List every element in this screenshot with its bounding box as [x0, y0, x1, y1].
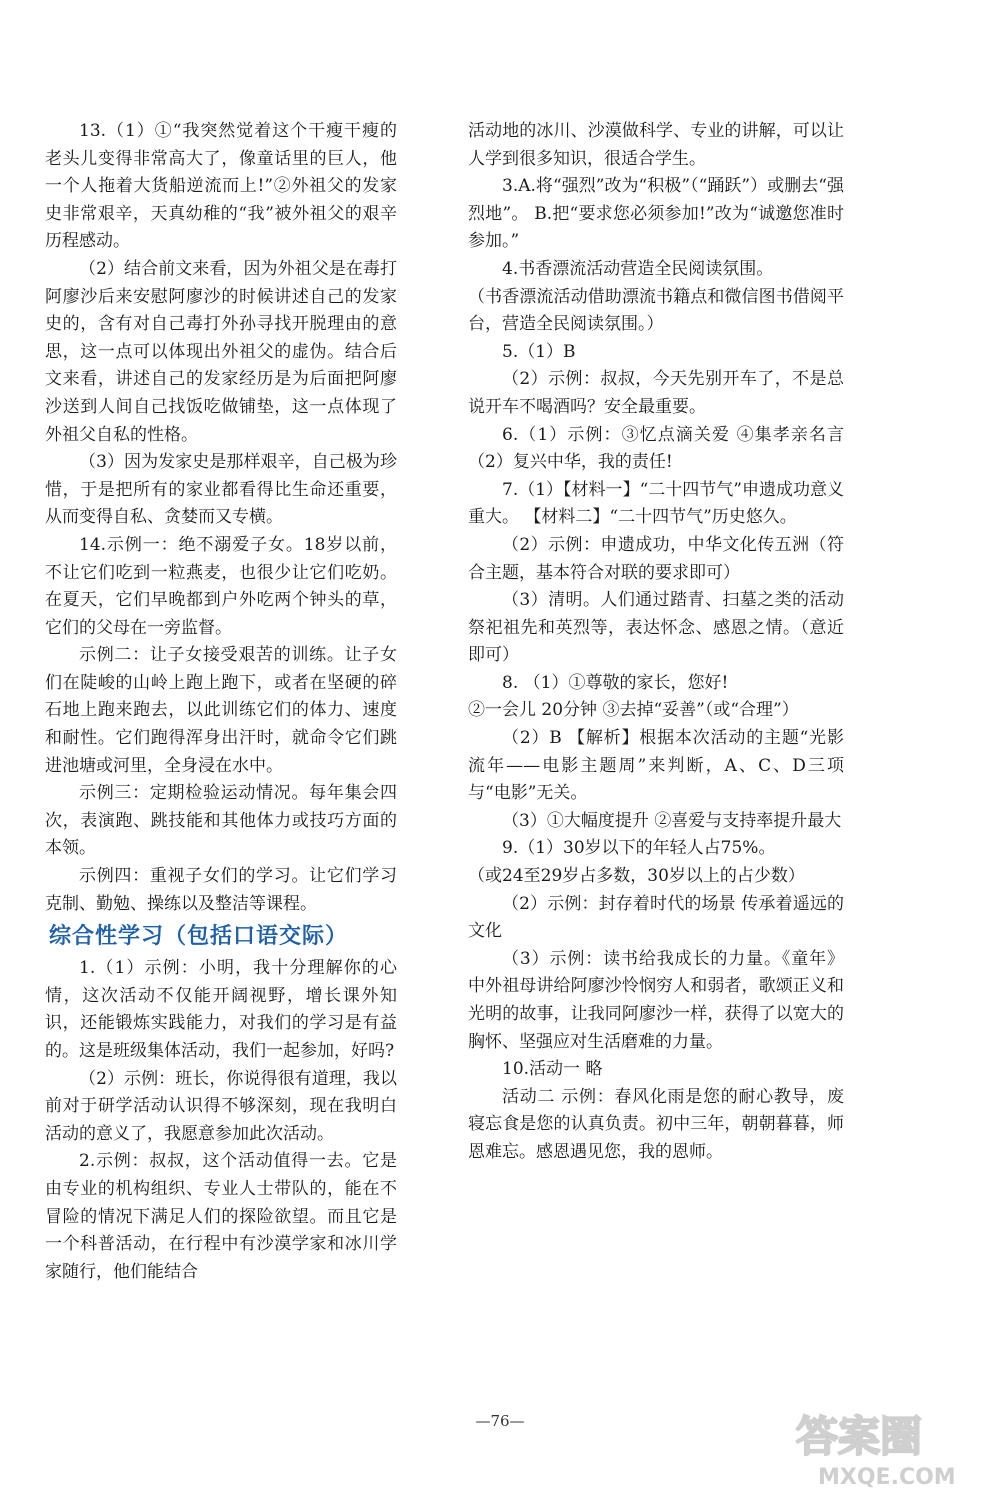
paragraph: （2）示例：申遗成功，中华文化传五洲（符合主题，基本符合对联的要求即可）: [468, 534, 844, 583]
paragraph: 7.（1）【材料一】“二十四节气”申遗成功意义重大。 【材料二】“二十四节气”历史悠久。: [468, 479, 844, 528]
left-column: [45, 118, 397, 1286]
paragraph: 14.示例一：绝不溺爱子女。18岁以前，不让它们吃到一粒燕麦，也很少让它们吃奶。在夏天，它们早晚都到户外吃两个钟头的草，它们的父母在一旁监督。: [45, 534, 397, 638]
paragraph: 4.书香漂流活动营造全民阅读氛围。: [502, 258, 774, 279]
paragraph: 3.A.将“强烈”改为“积极”（“踊跃”）或删去“强烈地”。 B.把“要求您必须参加!”改为“诚邀您准时参加。”: [468, 176, 844, 252]
paragraph: 6.（1）示例：③忆点滴关爱 ④集孝亲名言 （2）复兴中华，我的责任!: [468, 424, 844, 473]
paragraph: 示例二：让子女接受艰苦的训练。让子女们在陡峻的山岭上跑上跑下，或者在坚硬的碎石地上跑来跑去，以此训练它们的体力、速度和耐性。它们跑得浑身出汗时，就命令它们跳进池塘或河里，全身浸在水中。: [45, 645, 397, 776]
paragraph: （2）结合前文来看，因为外祖父是在毒打阿廖沙后来安慰阿廖沙的时候讲述自己的发家史的，含有对自己毒打外孙寻找开脱理由的意思，这一点可以体现出外祖父的虚伪。结合后文来看，讲述自己的发家经历是为后面把阿廖沙送到人间自己找饭吃做铺垫，这一点体现了外祖父自私的性格。: [45, 258, 397, 445]
section-heading: 综合性学习（包括口语交际）: [49, 924, 349, 950]
paragraph: （3）示例：读书给我成长的力量。《童年》中外祖母讲给阿廖沙怜悯穷人和弱者，歌颂正义和光明的故事，让我同阿廖沙一样，获得了以宽大的胸怀、坚强应对生活磨难的力量。: [468, 948, 844, 1052]
paragraph: （2）示例：叔叔，今天先别开车了，不是总说开车不喝酒吗？安全最重要。: [468, 369, 844, 417]
paragraph: （3）①大幅度提升 ②喜爱与支持率提升最大: [502, 810, 842, 831]
watermark-small: MXQE.COM: [818, 1465, 956, 1490]
paragraph: 9.（1）30岁以下的年轻人占75%。: [502, 838, 776, 859]
paragraph: 10.活动一 略: [502, 1059, 603, 1080]
paragraph: 5.（1）B: [502, 341, 576, 362]
paragraph: （2）示例：封存着时代的场景 传承着遥远的文化: [468, 893, 844, 942]
paragraph: 活动二 示例：春风化雨是您的耐心教导，废寝忘食是您的认真负责。初中三年，朝朝暮暮，师恩难忘。感恩遇见您，我的恩师。: [468, 1086, 844, 1162]
paragraph: （2）示例：班长，你说得很有道理，我以前对于研学活动认识得不够深刻，现在我明白活动的意义了，我愿意参加此次活动。: [45, 1068, 397, 1144]
page-number: —76—: [475, 1412, 525, 1430]
paragraph: 活动地的冰川、沙漠做科学、专业的讲解，可以让人学到很多知识，很适合学生。: [468, 121, 844, 169]
paragraph: （或24至29岁占多数，30岁以上的占少数）: [468, 866, 805, 887]
paragraph: （书香漂流活动借助漂流书籍点和微信图书借阅平台，营造全民阅读氛围。）: [468, 286, 844, 335]
paragraph: 示例四：重视子女们的学习。让它们学习克制、勤勉、操练以及整洁等课程。: [45, 866, 397, 914]
paragraph: ②一会儿 20分钟 ③去掉“妥善”（或“合理”）: [468, 700, 799, 721]
watermark-big: 答案圈: [796, 1412, 923, 1461]
paragraph: 1.（1）示例：小明，我十分理解你的心情，这次活动不仅能开阔视野，增长课外知识，还能锻炼实践能力，对我们的学习是有益的。这是班级集体活动，我们一起参加，好吗?: [45, 958, 397, 1061]
paragraph: 示例三：定期检验运动情况。每年集会四次，表演跑、跳技能和其他体力或技巧方面的本领。: [45, 783, 397, 859]
right-column: [468, 118, 844, 1167]
paragraph: 2.示例：叔叔，这个活动值得一去。它是由专业的机构组织、专业人士带队的，能在不冒险的情况下满足人们的探险欲望。而且它是一个科普活动，在行程中有沙漠学家和冰川学家随行，他们能结合: [45, 1151, 397, 1282]
paragraph: 8. （1）①尊敬的家长，您好!: [502, 672, 729, 693]
paragraph: 13.（1）①“我突然觉着这个干瘦干瘦的老头儿变得非常高大了，像童话里的巨人，他一个人拖着大货船逆流而上!”②外祖父的发家史非常艰辛，天真幼稚的“我”被外祖父的艰辛历程感动。: [45, 121, 397, 252]
paragraph: （3）清明。人们通过踏青、扫墓之类的活动祭祀祖先和英烈等，表达怀念、感恩之情。（意近即可）: [468, 590, 844, 666]
watermark-logo: [788, 1406, 988, 1491]
paragraph: （3）因为发家史是那样艰辛，自己极为珍惜，于是把所有的家业都看得比生命还重要，从而变得自私、贪婪而又专横。: [45, 452, 397, 528]
paragraph: （2）B 【解析】根据本次活动的主题“光影流年——电影主题周”来判断，A、C、D三项与“电影”无关。: [468, 728, 844, 804]
